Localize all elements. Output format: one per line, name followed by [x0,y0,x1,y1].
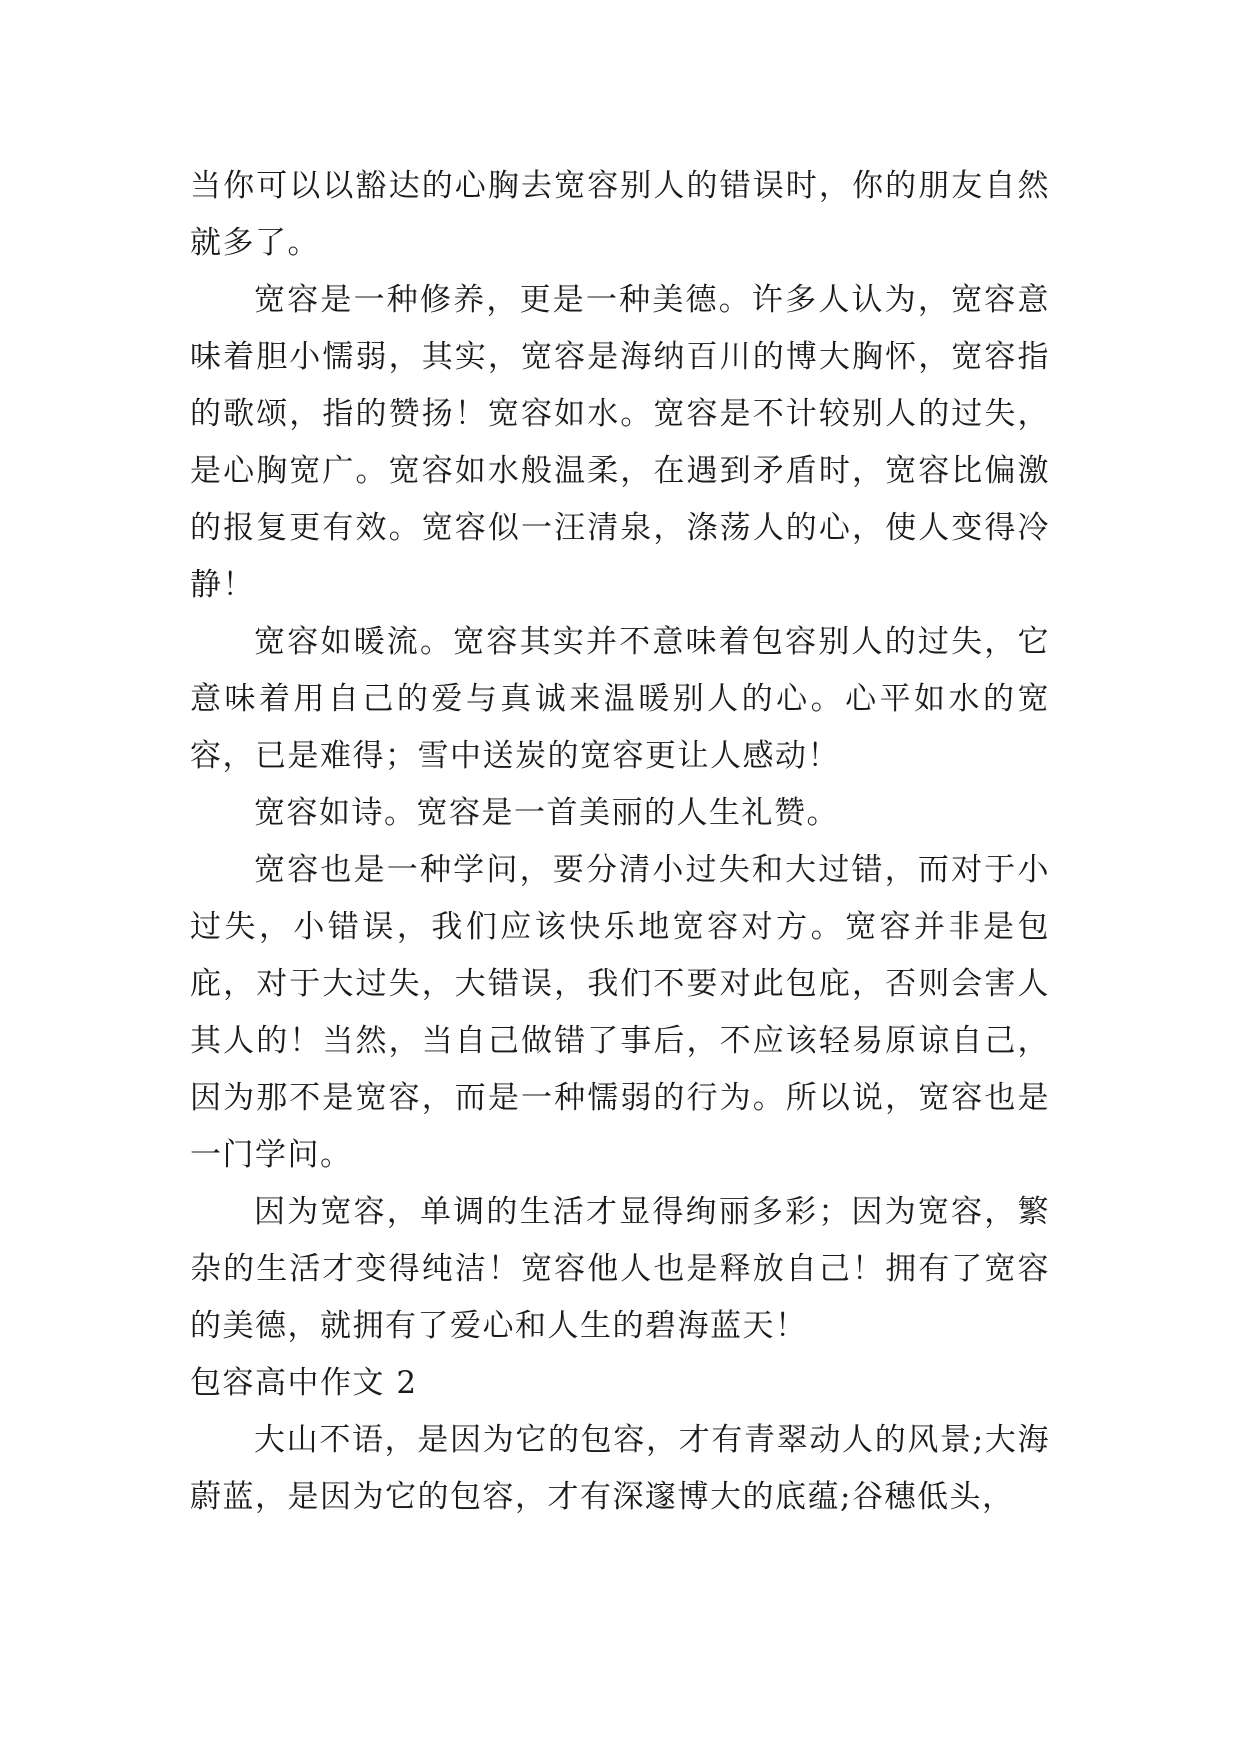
paragraph-tolerance-conclusion: 因为宽容，单调的生活才显得绚丽多彩；因为宽容，繁杂的生活才变得纯洁！宽容他人也是释放自己！拥有了宽容的美德，就拥有了爱心和人生的碧海蓝天！ [190,1194,1050,1344]
paragraph-tolerance-warm-stream: 宽容如暖流。宽容其实并不意味着包容别人的过失，它意味着用自己的爱与真诚来温暖别人的心。心平如水的宽容，已是难得；雪中送炭的宽容更让人感动！ [190,624,1050,774]
paragraph-section-intro: 大山不语，是因为它的包容，才有青翠动人的风景;大海蔚蓝，是因为它的包容，才有深邃博大的底蕴;谷穗低头， [190,1422,1050,1515]
document-body [190,158,1050,1526]
paragraph-tolerance-virtue: 宽容是一种修养，更是一种美德。许多人认为，宽容意味着胆小懦弱，其实，宽容是海纳百川的博大胸怀，宽容指的歌颂，指的赞扬！宽容如水。宽容是不计较别人的过失，是心胸宽广。宽容如水般温柔，在遇到矛盾时，宽容比偏激的报复更有效。宽容似一汪清泉，涤荡人的心，使人变得冷静！ [190,282,1050,603]
paragraph-tolerance-poem: 宽容如诗。宽容是一首美丽的人生礼赞。 [254,795,839,831]
paragraph-tolerance-learning: 宽容也是一种学问，要分清小过失和大过错，而对于小过失，小错误，我们应该快乐地宽容对方。宽容并非是包庇，对于大过失，大错误，我们不要对此包庇，否则会害人其人的！当然，当自己做错了事后，不应该轻易原谅自己，因为那不是宽容，而是一种懦弱的行为。所以说，宽容也是一门学问。 [190,852,1050,1173]
section-heading: 包容高中作文 2 [190,1365,418,1401]
paragraph-continuation: 当你可以以豁达的心胸去宽容别人的错误时，你的朋友自然就多了。 [190,168,1050,261]
